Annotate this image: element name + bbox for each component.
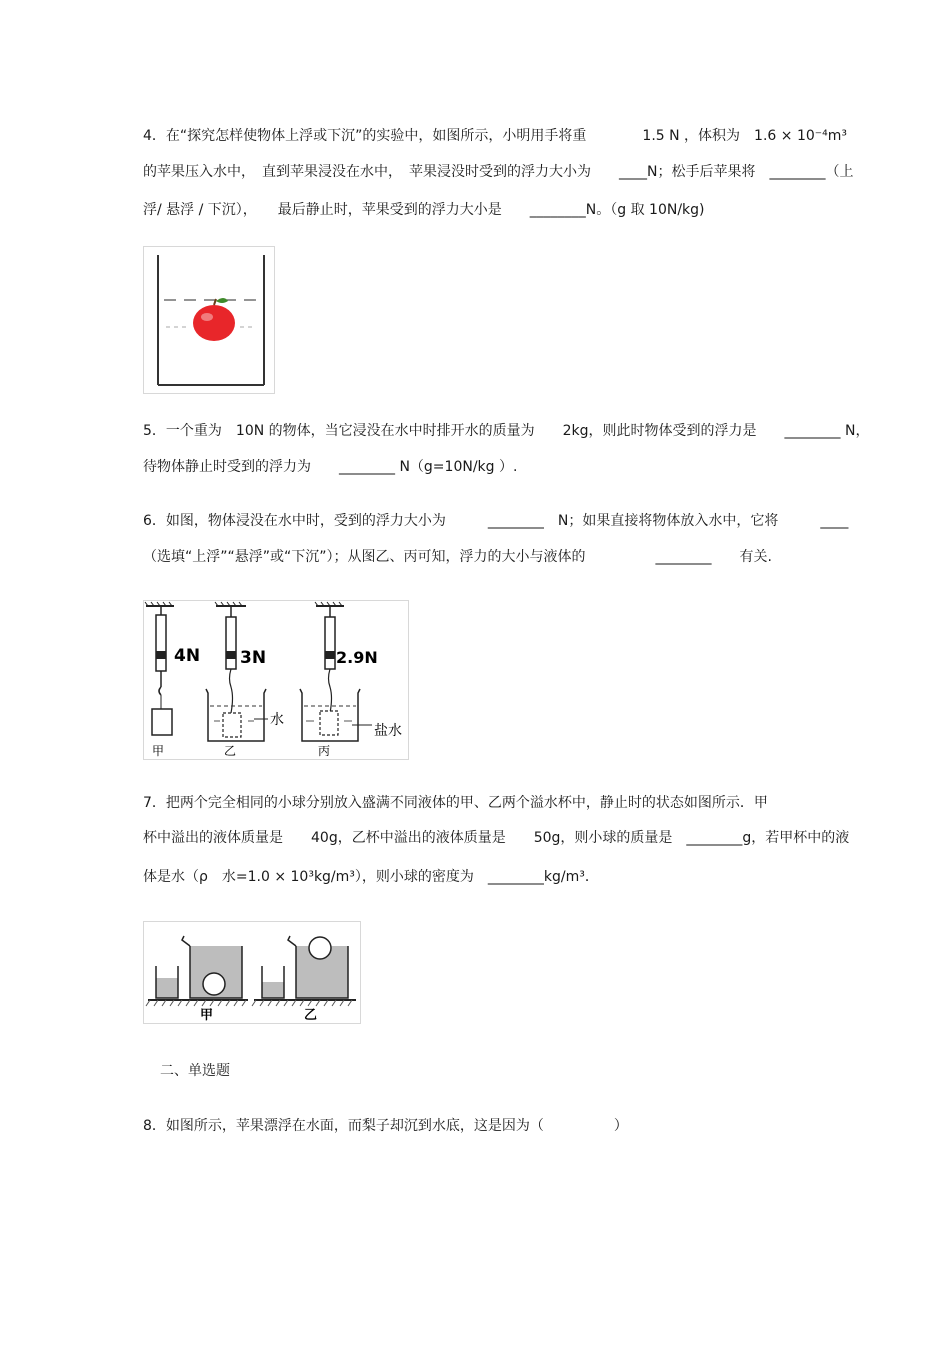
spring-scale-figure [143,600,409,760]
caption-2: 乙 [224,744,237,758]
q7-line-1: 7．把两个完全相同的小球分别放入盛满不同液体的甲、乙两个溢水杯中，静止时的状态如图所示．甲 [143,795,768,811]
section-heading: 二、单选题 [160,1063,230,1079]
apple-icon [193,298,235,341]
cup-caption-2: 乙 [304,1008,318,1023]
spring-scale-1 [145,602,174,735]
q4-line-2: 的苹果压入水中， 直到苹果浸没在水中， 苹果浸没时受到的浮力大小为 ____N；松手后苹果将 ________（上 [143,164,854,180]
overflow-cup-2 [252,936,356,1006]
beaker-saltwater [300,689,372,741]
caption-1: 甲 [152,744,165,758]
overflow-cup-figure [143,921,361,1024]
water-label: 水 [270,712,284,728]
q6-line-2: （选填“上浮”“悬浮”或“下沉”）；从图乙、丙可知，浮力的大小与液体的 ________ 有关. [143,549,772,565]
saltwater-label: 盐水 [374,723,402,739]
q4-line-1: 4．在“探究怎样使物体上浮或下沉”的实验中，如图所示，小明用手将重 1.5 N ，体积为 1.6 × 10⁻⁴m³ [143,128,848,144]
caption-3: 丙 [318,744,331,758]
beaker-water [206,689,268,741]
q5-line-1: 5．一个重为 10N 的物体，当它浸没在水中时排开水的质量为 2kg，则此时物体受到的浮力是 ________ N， [143,423,870,439]
overflow-cup-1 [146,936,248,1006]
q8-line-1: 8．如图所示，苹果漂浮在水面，而梨子却沉到水底，这是因为（ ） [143,1118,628,1134]
q5-line-2: 待物体静止时受到的浮力为 ________ N（g=10N/kg ）. [143,459,518,475]
reading-1: 4N [174,646,201,666]
reading-2: 3N [240,648,267,668]
q6-line-1: 6．如图，物体浸没在水中时，受到的浮力大小为 ________ N；如果直接将物体放入水中，它将 ____ [143,513,849,529]
q7-line-2: 杯中溢出的液体质量是 40g，乙杯中溢出的液体质量是 50g，则小球的质量是 ________g，若甲杯中的液 [143,830,850,846]
q4-line-3: 浮/ 悬浮 / 下沉）， 最后静止时，苹果受到的浮力大小是 ________N。（g 取 10N/kg) [143,202,705,218]
q7-line-3: 体是水（ρ 水=1.0 × 10³kg/m³），则小球的密度为 ________kg/m³． [143,869,599,885]
reading-3: 2.9N [336,648,378,667]
cup-caption-1: 甲 [200,1008,214,1023]
apple-beaker-figure [143,246,275,394]
